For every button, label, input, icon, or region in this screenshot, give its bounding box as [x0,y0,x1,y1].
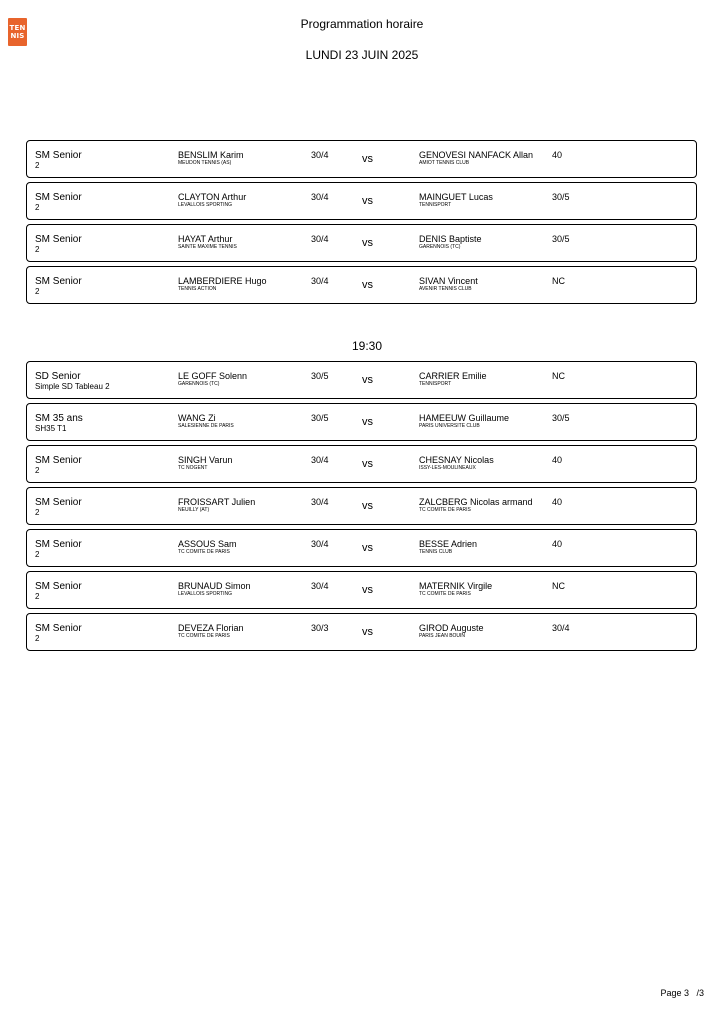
player2-name: DENIS Baptiste [419,234,482,244]
player1-club: TC COMITE DE PARIS [178,633,230,639]
player1-club: LEVALLOIS SPORTING [178,591,233,597]
page-number: Page 3 /3 [660,988,704,998]
player1-name: SINGH Varun [178,455,233,465]
match-card [26,140,697,178]
match-subcategory: 2 [35,466,40,475]
player1-name: ASSOUS Sam [178,539,237,549]
versus-label: vs [362,584,373,596]
match-category: SM Senior [35,623,82,634]
player1-rank: 30/5 [311,371,329,381]
player2-name: ZALCBERG Nicolas armand [419,497,533,507]
match-subcategory: 2 [35,245,40,254]
player1-club: TC NOGENT [178,465,208,471]
match-card [26,403,697,441]
player2-name: MATERNIK Virgile [419,581,493,591]
match-card [26,487,697,525]
player2-name: BESSE Adrien [419,539,478,549]
player2-club: AVENIR TENNIS CLUB [419,286,472,292]
versus-label: vs [362,153,373,165]
player2-club: TC COMITE DE PARIS [419,507,471,513]
player1-rank: 30/5 [311,413,329,423]
match-category: SM Senior [35,539,82,550]
player2-club: PARIS JEAN BOUIN [419,633,466,639]
match-subcategory: 2 [35,634,40,643]
player1-name: BRUNAUD Simon [178,581,251,591]
player2-club: GARENNOIS (TC) [419,244,461,250]
match-category: SM Senior [35,497,82,508]
match-category: SM Senior [35,150,82,161]
player2-name: CHESNAY Nicolas [419,455,494,465]
player1-club: SAINTE MAXIME TENNIS [178,244,237,250]
player1-rank: 30/4 [311,497,329,507]
player2-rank: 30/5 [552,234,570,244]
player2-club: AMIOT TENNIS CLUB [419,160,470,166]
match-category: SM Senior [35,192,82,203]
match-subcategory: Simple SD Tableau 2 [35,382,110,391]
player2-name: CARRIER Emilie [419,371,487,381]
player2-club: TENNIS CLUB [419,549,453,555]
match-category: SM Senior [35,581,82,592]
versus-label: vs [362,416,373,428]
player2-name: GENOVESI NANFACK Allan [419,150,534,160]
logo-text-line1: TEN [9,24,26,32]
match-subcategory: 2 [35,161,40,170]
player1-club: MEUDON TENNIS (AS) [178,160,232,166]
player2-club: TENNISPORT [419,381,452,387]
player2-rank: 30/4 [552,623,570,633]
player2-rank: 40 [552,539,563,549]
match-category: SM Senior [35,234,82,245]
match-subcategory: 2 [35,287,40,296]
match-card [26,571,697,609]
player1-name: BENSLIM Karim [178,150,244,160]
logo-text-line2: NIS [10,32,25,40]
player1-rank: 30/4 [311,150,329,160]
player2-name: GIROD Auguste [419,623,484,633]
player1-club: SALESIENNE DE PARIS [178,423,234,429]
player2-name: SIVAN Vincent [419,276,478,286]
match-subcategory: 2 [35,592,40,601]
player1-club: GARENNOIS (TC) [178,381,220,387]
match-card [26,613,697,651]
player1-rank: 30/3 [311,623,329,633]
page-title: Programmation horaire [300,17,424,31]
match-subcategory: 2 [35,203,40,212]
player2-rank: 30/5 [552,413,570,423]
player2-rank: 40 [552,150,563,160]
match-category: SD Senior [35,371,81,382]
versus-label: vs [362,542,373,554]
page-date: LUNDI 23 JUIN 2025 [305,48,419,62]
player2-name: MAINGUET Lucas [419,192,493,202]
player1-name: LAMBERDIERE Hugo [178,276,267,286]
player1-name: DEVEZA Florian [178,623,244,633]
player1-name: HAYAT Arthur [178,234,233,244]
versus-label: vs [362,195,373,207]
player2-club: TENNISPORT [419,202,452,208]
player2-rank: 40 [552,455,563,465]
match-card [26,182,697,220]
match-category: SM 35 ans [35,413,83,424]
match-card [26,224,697,262]
match-subcategory: 2 [35,508,40,517]
player2-club: TC COMITE DE PARIS [419,591,471,597]
player1-club: NEUILLY (AT) [178,507,210,513]
player1-rank: 30/4 [311,539,329,549]
player1-name: CLAYTON Arthur [178,192,247,202]
versus-label: vs [362,279,373,291]
versus-label: vs [362,500,373,512]
player2-club: ISSY-LES-MOULINEAUX [419,465,476,471]
player2-name: HAMEEUW Guillaume [419,413,510,423]
match-subcategory: 2 [35,550,40,559]
match-card [26,266,697,304]
versus-label: vs [362,626,373,638]
match-card [26,445,697,483]
match-category: SM Senior [35,276,82,287]
player2-club: PARIS UNIVERSITE CLUB [419,423,480,429]
player1-rank: 30/4 [311,581,329,591]
player2-rank: NC [552,581,565,591]
player2-rank: NC [552,371,565,381]
match-card [26,361,697,399]
player1-name: WANG Zi [178,413,216,423]
time-slot-header: 19:30 [351,339,383,353]
player1-club: LEVALLOIS SPORTING [178,202,233,208]
match-card [26,529,697,567]
versus-label: vs [362,237,373,249]
match-category: SM Senior [35,455,82,466]
player1-name: FROISSART Julien [178,497,256,507]
versus-label: vs [362,374,373,386]
player1-rank: 30/4 [311,234,329,244]
player2-rank: 40 [552,497,563,507]
player2-rank: 30/5 [552,192,570,202]
player1-club: TENNIS ACTION [178,286,217,292]
versus-label: vs [362,458,373,470]
player1-rank: 30/4 [311,276,329,286]
match-subcategory: SH35 T1 [35,424,67,433]
player1-rank: 30/4 [311,455,329,465]
player1-club: TC COMITE DE PARIS [178,549,230,555]
player1-name: LE GOFF Solenn [178,371,248,381]
player1-rank: 30/4 [311,192,329,202]
player2-rank: NC [552,276,565,286]
